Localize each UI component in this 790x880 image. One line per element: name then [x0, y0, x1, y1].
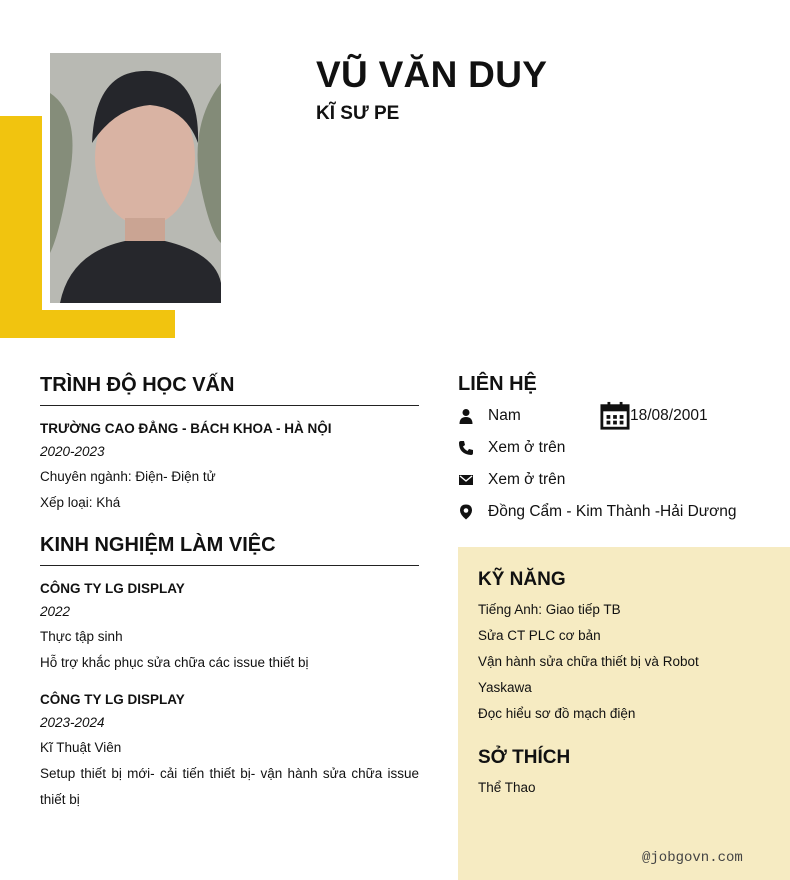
accent-bar-vertical	[0, 116, 42, 338]
experience-date: 2023-2024	[40, 715, 105, 730]
experience-date: 2022	[40, 604, 71, 619]
company-name: CÔNG TY LG DISPLAY	[40, 581, 185, 596]
education-major: Chuyên ngành: Điện- Điện tử	[40, 469, 216, 484]
contact-section	[458, 373, 790, 528]
location-pin-icon	[458, 504, 488, 520]
experience-section	[40, 534, 419, 813]
company-name: CÔNG TY LG DISPLAY	[40, 692, 185, 707]
skill-item: Sửa CT PLC cơ bản	[478, 628, 601, 643]
candidate-name: VŨ VĂN DUY	[316, 54, 548, 95]
experience-entry	[40, 578, 419, 676]
hobbies-section	[478, 747, 770, 801]
birthday-value: 18/08/2001	[630, 407, 708, 424]
calendar-icon	[600, 401, 630, 431]
education-section	[40, 374, 419, 516]
experience-role: Kĩ Thuật Viên	[40, 740, 122, 755]
watermark: @jobgovn.com	[642, 850, 743, 866]
education-date: 2020-2023	[40, 444, 105, 459]
education-title: TRÌNH ĐỘ HỌC VẤN	[40, 374, 419, 406]
address-value: Đồng Cẩm - Kim Thành -Hải Dương	[488, 503, 737, 520]
experience-description: Setup thiết bị mới- cải tiến thiết bị- vận hành sửa chữa issue thiết bị	[40, 766, 419, 807]
email-value: Xem ở trên	[488, 471, 566, 488]
hobbies-title: SỞ THÍCH	[478, 747, 571, 768]
experience-entry	[40, 689, 419, 813]
phone-icon	[458, 440, 488, 456]
education-entry	[40, 418, 419, 516]
contact-title: LIÊN HỆ	[458, 373, 537, 395]
gender-value: Nam	[488, 407, 521, 424]
contact-row-email	[458, 464, 790, 496]
contact-row-address	[458, 496, 790, 528]
profile-photo	[50, 53, 221, 303]
left-column	[40, 374, 419, 813]
job-title: KĨ SƯ PE	[316, 103, 400, 124]
hobby-item: Thể Thao	[478, 780, 536, 795]
skills-title: KỸ NĂNG	[478, 569, 566, 590]
skills-section	[478, 569, 770, 727]
experience-description: Hỗ trợ khắc phục sửa chữa các issue thiết bị	[40, 655, 309, 670]
portrait-illustration-icon	[50, 53, 221, 303]
skill-item: Vận hành sửa chữa thiết bị và Robot	[478, 654, 699, 669]
person-icon	[458, 408, 488, 424]
contact-row-gender-birthday	[458, 400, 790, 432]
education-grade: Xếp loại: Khá	[40, 495, 121, 510]
mail-icon	[458, 472, 488, 488]
contact-row-phone	[458, 432, 790, 464]
accent-bar-horizontal	[0, 310, 175, 338]
experience-role: Thực tập sinh	[40, 629, 123, 644]
experience-title: KINH NGHIỆM LÀM VIỆC	[40, 534, 419, 566]
skills-hobbies-panel	[458, 547, 790, 880]
phone-value: Xem ở trên	[488, 439, 566, 456]
skill-item: Tiếng Anh: Giao tiếp TB	[478, 602, 621, 617]
skill-item: Yaskawa	[478, 680, 532, 695]
skill-item: Đọc hiểu sơ đồ mạch điện	[478, 706, 636, 721]
school-name: TRƯỜNG CAO ĐẲNG - BÁCH KHOA - HÀ NỘI	[40, 421, 332, 436]
